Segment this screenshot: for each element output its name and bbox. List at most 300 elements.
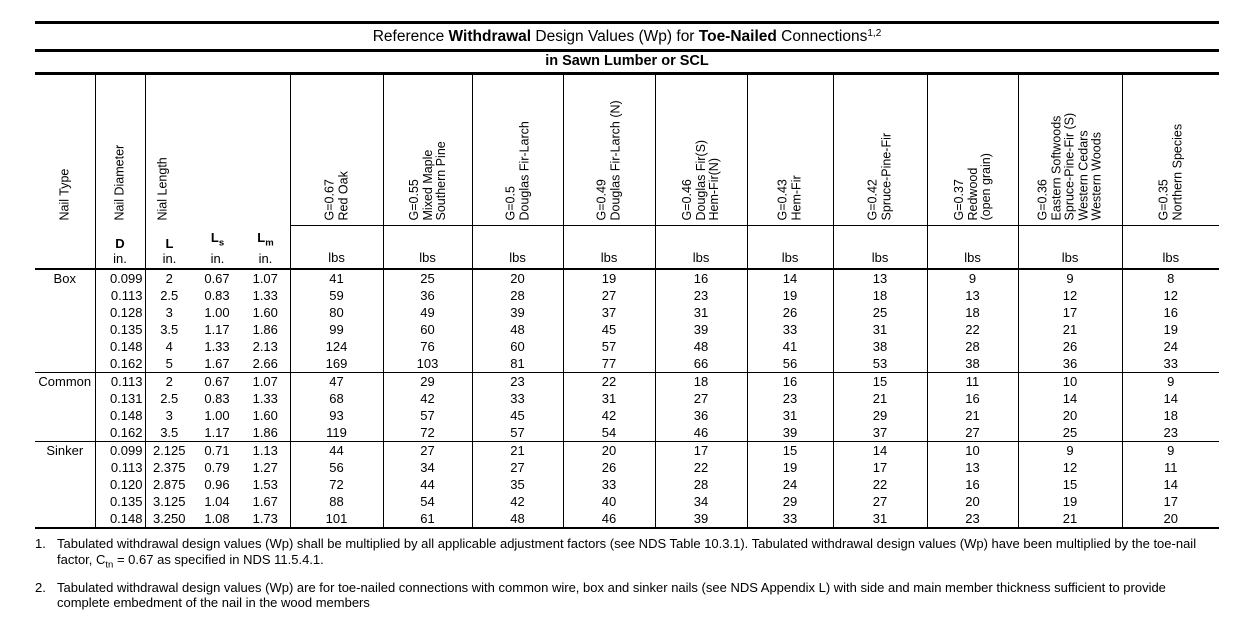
value-cell: 5 [165,356,173,371]
species-label: G=0.5 Douglas Fir-Larch [503,120,531,220]
col-header-nail-diameter [95,75,145,269]
title-bold-withdrawal: Withdrawal [448,28,532,45]
footnote-text: Tabulated withdrawal design values (Wp) shall be multiplied by all applicable adjustment factors (see NDS Table 10.3.1). Tabulated withdrawal design values (Wp) have been multiplied by the toe-nail factor, $C_{tn} = 0.67$ as specified in NDS 11.5.4.1. [57,536,1197,571]
table-row [35,321,1219,338]
value-cell: 1.53 [241,476,290,493]
value-cell: 31 [833,321,927,338]
value-cell: 2 [145,373,193,391]
value-cell: 101 [290,510,383,528]
value-cell: 35 [472,476,563,493]
nail-type-cell: Sinker [35,442,95,460]
value-cell: 0.113 [95,373,145,391]
value-cell: 27 [927,424,1018,442]
value-cell: 13 [833,269,927,287]
value-cell: 25 [1018,424,1122,442]
value-cell: 93 [290,407,383,424]
value-cell: 1.60 [241,304,290,321]
value-cell: 9 [1122,442,1219,460]
value-cell: 21 [927,407,1018,424]
unit-lbs-header: lbs [747,225,833,269]
value-cell: 37 [833,424,927,442]
col-header-species-hem-fir [747,75,833,225]
species-label: G=0.49 Douglas Fir-Larch (N) [594,99,623,220]
value-cell: 19 [1018,493,1122,510]
value-cell: 20 [472,269,563,287]
value-cell: 14 [1163,391,1178,406]
table-row [35,287,1219,304]
value-cell: 23 [1163,425,1178,440]
value-cell: 1.33 [204,339,230,354]
value-cell: 3.5 [160,322,179,337]
value-cell: 27 [655,390,747,407]
value-cell: 21 [1018,510,1122,528]
title-footnote-superscript: 1,2 [867,28,882,39]
value-cell: 23 [655,287,747,304]
footnotes [35,536,1219,616]
value-cell: 27 [383,442,472,460]
value-cell: 57 [383,407,472,424]
value-cell: 0.120 [95,476,145,493]
value-cell: 28 [655,476,747,493]
value-cell: 11 [1164,460,1178,475]
table-row [35,373,1219,391]
value-cell: 19 [1163,322,1178,337]
species-label: G=0.35 Northern Species [1156,123,1184,220]
footnote-number: 2. [35,579,46,595]
value-cell: 1.33 [241,287,290,304]
value-cell: 23 [747,390,833,407]
value-cell: 1.86 [241,321,290,338]
symbol-d: D [115,236,125,251]
value-cell: 27 [472,459,563,476]
footnote-number: 1. [35,536,46,551]
value-cell: 2.66 [241,355,290,373]
value-cell: 8 [1167,271,1175,286]
nail-type-cell [35,459,95,476]
nail-type-cell [35,304,95,321]
value-cell: 1.60 [241,407,290,424]
value-cell: 1.33 [241,390,290,407]
value-cell: 4 [165,339,173,354]
unit-lbs-header: lbs [1018,225,1122,269]
value-cell: 10 [1018,373,1122,391]
value-cell: 23 [927,510,1018,528]
value-cell: 0.148 [95,407,145,424]
value-cell: 21 [472,442,563,460]
value-cell: 2.5 [160,288,179,303]
table-row [35,407,1219,424]
value-cell: 1.07 [241,269,290,287]
nail-type-cell [35,476,95,493]
value-cell: 88 [290,493,383,510]
value-cell: 9 [1018,442,1122,460]
value-cell: 42 [383,390,472,407]
value-cell: 48 [655,338,747,355]
value-cell: 0.96 [204,477,230,492]
value-cell: 44 [290,442,383,460]
value-cell: 39 [747,424,833,442]
value-cell: 54 [383,493,472,510]
value-cell: 0.131 [95,390,145,407]
species-label: G=0.36 Eastern Softwoods Spruce-Pine-Fir (S) Western Cedars Western Woods [1035,112,1104,220]
page-subtitle: in Sawn Lumber or SCL [35,52,1219,75]
unit-lbs-header: lbs [563,225,655,269]
value-cell: 45 [472,407,563,424]
table-row [35,442,1219,460]
nail-type-cell [35,390,95,407]
nail-length-label: Nial Length [154,156,169,220]
value-cell: 80 [290,304,383,321]
value-cell: 17 [655,442,747,460]
value-cell: 53 [833,355,927,373]
symbol-l: L [165,236,174,251]
rotated-label-area [35,75,95,224]
value-cell: 14 [747,269,833,287]
value-cell: 46 [563,510,655,528]
value-cell: 12 [1018,287,1122,304]
col-header-species-eastern-softwoods [1018,75,1122,225]
value-cell: 28 [927,338,1018,355]
value-cell: 41 [747,338,833,355]
value-cell: 19 [747,287,833,304]
nail-type-label: Nail Type [57,168,71,220]
title-prefix: Reference [372,28,449,45]
sub-label-lm [242,230,290,266]
table-row [35,338,1219,355]
value-cell: 21 [1018,321,1122,338]
value-cell: 27 [563,287,655,304]
value-cell: 0.113 [95,287,145,304]
unit-lbs-header: lbs [927,225,1018,269]
value-cell: 0.162 [95,355,145,373]
col-header-species-mixed-maple-southern-pine [383,75,472,225]
value-cell: 0.099 [95,269,145,287]
footnote-1 [35,536,1219,573]
value-cell: 0.128 [95,304,145,321]
table-row [35,510,1219,528]
value-cell: 0.79 [204,460,230,475]
value-cell: 16 [747,373,833,391]
value-cell: 0.71 [193,442,241,460]
value-cell: 13 [927,287,1018,304]
value-cell: 3.5 [160,425,179,440]
title-suffix: Connections [776,28,868,45]
value-cell: 1.04 [204,494,230,509]
value-cell: 21 [833,390,927,407]
table-row [35,493,1219,510]
value-cell: 2 [165,271,173,286]
value-cell: 18 [833,287,927,304]
unit-lbs-header: lbs [472,225,563,269]
value-cell: 3 [165,408,173,423]
value-cell: 29 [747,493,833,510]
value-cell: 39 [472,304,563,321]
value-cell: 20 [1018,407,1122,424]
value-cell: 16 [655,269,747,287]
value-cell: 60 [383,321,472,338]
value-cell: 0.135 [95,493,145,510]
nail-type-cell [35,338,95,355]
title-middle: Design Values (Wp) for [531,28,699,45]
value-cell: 15 [833,373,927,391]
table-row [35,304,1219,321]
value-cell: 16 [1163,305,1178,320]
value-cell: 9 [927,269,1018,287]
value-cell: 1.67 [204,356,230,371]
value-cell: 76 [383,338,472,355]
value-cell: 48 [472,510,563,528]
value-cell: 31 [833,510,927,528]
value-cell: 33 [747,321,833,338]
value-cell: 2.375 [152,460,186,475]
value-cell: 68 [290,390,383,407]
value-cell: 42 [472,493,563,510]
value-cell: 49 [383,304,472,321]
nail-length-sub-labels [146,224,290,268]
value-cell: 60 [472,338,563,355]
unit-in: in. [113,251,127,266]
value-cell: 72 [383,424,472,442]
nail-type-cell [35,493,95,510]
value-cell: 99 [290,321,383,338]
value-cell: 15 [747,442,833,460]
value-cell: 22 [833,476,927,493]
value-cell: 20 [927,493,1018,510]
value-cell: 37 [563,304,655,321]
value-cell: 29 [383,373,472,391]
value-cell: 20 [563,442,655,460]
value-cell: 19 [747,459,833,476]
value-cell: 48 [472,321,563,338]
value-cell: 31 [563,390,655,407]
value-cell: 57 [563,338,655,355]
nail-type-sub-area [35,224,95,268]
value-cell: 45 [563,321,655,338]
value-cell: 41 [290,269,383,287]
value-cell: 33 [472,390,563,407]
value-cell: 27 [833,493,927,510]
species-label: G=0.37 Redwood (open grain) [951,152,993,220]
value-cell: 3.250 [145,510,193,528]
value-cell: 0.148 [95,338,145,355]
value-cell: 14 [1018,390,1122,407]
species-label: G=0.43 Hem-Fir [775,174,804,220]
value-cell: 16 [927,390,1018,407]
value-cell: 1.86 [241,424,290,442]
table-row [35,355,1219,373]
col-header-nail-type [35,75,95,269]
value-cell: 2.5 [160,391,179,406]
nail-type-cell: Common [35,373,95,391]
nail-type-cell [35,407,95,424]
unit-in: in. [258,251,273,266]
value-cell: 13 [927,459,1018,476]
value-cell: 25 [833,304,927,321]
value-cell: 31 [655,304,747,321]
nail-type-cell [35,424,95,442]
value-cell: 0.67 [193,373,241,391]
value-cell: 18 [1163,408,1178,423]
value-cell: 33 [563,476,655,493]
col-header-species-northern-species [1122,75,1219,225]
unit-in: in. [162,251,177,266]
value-cell: 36 [655,407,747,424]
value-cell: 9 [1122,373,1219,391]
value-cell: 20 [1122,510,1219,528]
value-cell: 16 [927,476,1018,493]
nail-type-cell [35,287,95,304]
value-cell: 28 [472,287,563,304]
value-cell: 24 [1163,339,1178,354]
value-cell: 1.17 [204,322,230,337]
value-cell: 124 [290,338,383,355]
symbol-lm: $L_m$ [257,230,274,249]
value-cell: 17 [833,459,927,476]
value-cell: 56 [290,459,383,476]
value-cell: 10 [927,442,1018,460]
col-header-species-douglas-fir-larch [472,75,563,225]
col-header-species-redwood [927,75,1018,225]
value-cell: 39 [655,321,747,338]
value-cell: 39 [655,510,747,528]
sub-label-l [146,236,194,266]
nail-type-cell [35,321,95,338]
value-cell: 14 [1163,477,1178,492]
value-cell: 44 [383,476,472,493]
value-cell: 33 [1163,356,1178,371]
value-cell: 42 [563,407,655,424]
col-header-species-spruce-pine-fir [833,75,927,225]
unit-lbs-header: lbs [655,225,747,269]
value-cell: 0.67 [204,271,230,286]
value-cell: 15 [1018,476,1122,493]
value-cell: 46 [655,424,747,442]
unit-lbs-header: lbs [383,225,472,269]
nail-diameter-label: Nail Diameter [112,144,127,220]
value-cell: 0.83 [204,391,230,406]
value-cell: 12 [1163,288,1178,303]
value-cell: 18 [655,373,747,391]
value-cell: 1.07 [241,373,290,391]
value-cell: 103 [383,355,472,373]
value-cell: 61 [383,510,472,528]
value-cell: 59 [290,287,383,304]
value-cell: 1.67 [241,493,290,510]
value-cell: 72 [290,476,383,493]
sub-label-ls [194,230,242,266]
table-body [35,269,1219,528]
value-cell: 22 [927,321,1018,338]
value-cell: 36 [383,287,472,304]
col-header-nail-length [145,75,290,269]
species-label: G=0.55 Mixed Maple Southern Pine [406,140,448,220]
value-cell: 3 [165,305,173,320]
rotated-label-area [146,75,290,224]
value-cell: 56 [747,355,833,373]
value-cell: 57 [472,424,563,442]
value-cell: 119 [290,424,383,442]
value-cell: 31 [747,407,833,424]
species-label: G=0.67 Red Oak [322,170,350,220]
unit-in: in. [210,251,225,266]
species-label: G=0.42 Spruce-Pine-Fir [865,132,894,220]
page-title [35,21,1219,52]
value-cell: 0.099 [95,442,145,460]
value-cell: 22 [563,373,655,391]
value-cell: 1.73 [241,510,290,528]
value-cell: 18 [927,304,1018,321]
value-cell: 0.113 [95,459,145,476]
value-cell: 34 [383,459,472,476]
unit-lbs-header: lbs [290,225,383,269]
value-cell: 81 [472,355,563,373]
document-sheet [35,21,1219,616]
species-label: G=0.46 Douglas Fir(S) Hem-Fir(N) [679,139,721,220]
nail-type-cell [35,510,95,528]
value-cell: 169 [290,355,383,373]
value-cell: 1.00 [204,408,230,423]
value-cell: 47 [290,373,383,391]
value-cell: 36 [1018,355,1122,373]
footnote-text: Tabulated withdrawal design values (Wp) are for toe-nailed connections with common wire, box and sinker nails (see NDS Appendix L) with side and main member thickness sufficient to provide complete embedment of the nail in the wood members [57,579,1166,611]
col-header-species-douglas-fir-larch-n [563,75,655,225]
table-row [35,390,1219,407]
design-values-table [35,75,1219,529]
value-cell: 11 [927,373,1018,391]
value-cell: 26 [563,459,655,476]
value-cell: 29 [833,407,927,424]
value-cell: 25 [383,269,472,287]
value-cell: 1.08 [193,510,241,528]
value-cell: 0.83 [204,288,230,303]
value-cell: 2.875 [152,477,186,492]
value-cell: 0.148 [95,510,145,528]
value-cell: 77 [563,355,655,373]
unit-lbs-header: lbs [1122,225,1219,269]
table-row [35,476,1219,493]
value-cell: 17 [1018,304,1122,321]
value-cell: 14 [833,442,927,460]
symbol-ls: $L_s$ [210,230,225,249]
value-cell: 23 [472,373,563,391]
value-cell: 12 [1018,459,1122,476]
table-row [35,269,1219,287]
value-cell: 26 [1018,338,1122,355]
value-cell: 34 [655,493,747,510]
value-cell: 1.27 [241,459,290,476]
rotated-label-area [96,75,145,224]
value-cell: 19 [563,269,655,287]
value-cell: 22 [655,459,747,476]
value-cell: 33 [747,510,833,528]
unit-lbs-header: lbs [833,225,927,269]
col-header-species-douglas-fir-s-hem-fir-n [655,75,747,225]
value-cell: 54 [563,424,655,442]
value-cell: 66 [655,355,747,373]
footnote-2 [35,580,1219,617]
nail-diameter-sub-labels [96,224,145,268]
col-header-species-red-oak [290,75,383,225]
value-cell: 2.13 [241,338,290,355]
value-cell: 9 [1018,269,1122,287]
value-cell: 1.13 [241,442,290,460]
value-cell: 0.135 [95,321,145,338]
table-row [35,424,1219,442]
value-cell: 40 [563,493,655,510]
nail-type-cell: Box [35,269,95,287]
value-cell: 0.162 [95,424,145,442]
value-cell: 2.125 [145,442,193,460]
